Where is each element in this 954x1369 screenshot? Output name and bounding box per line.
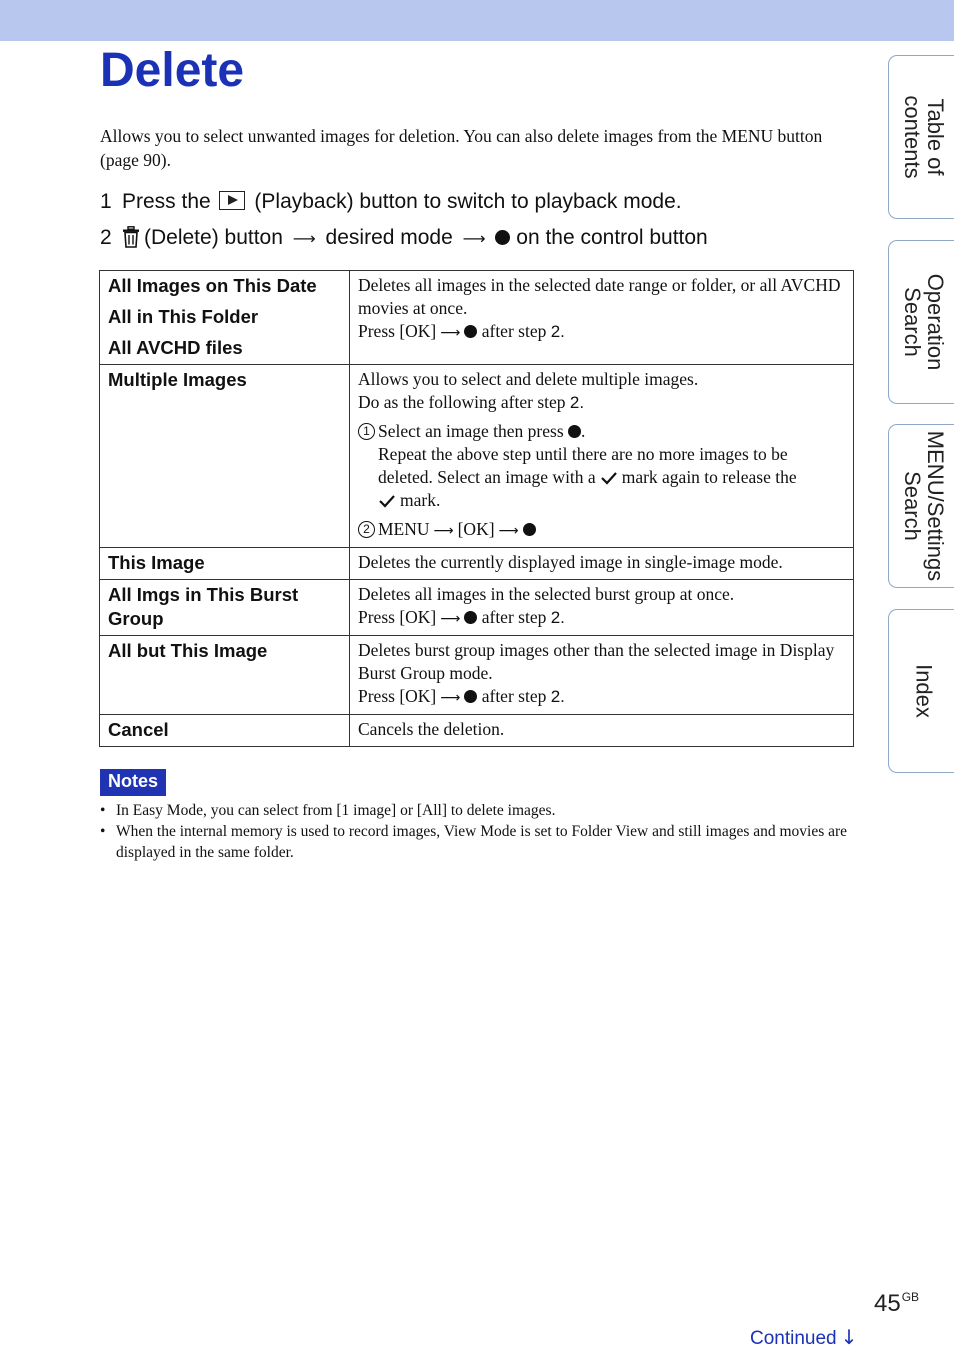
step-2-part1: (Delete) button	[144, 226, 283, 249]
tab-label: MENU/Settings Search	[899, 430, 948, 582]
step-1	[100, 188, 682, 216]
tab-label: Operation Search	[899, 273, 948, 371]
playback-icon	[219, 191, 245, 210]
table-row	[100, 271, 854, 365]
step-2-part2: desired mode	[325, 226, 453, 249]
mode-name: This Image	[108, 552, 205, 573]
description-text: Deletes all images in the selected date range or folder, or all AVCHD movies at once.	[358, 275, 841, 318]
tab-label: Table of contents	[899, 95, 948, 179]
note-item: • When the internal memory is used to record images, View Mode is set to Folder View and still images and movies are displayed in the same folder.	[100, 821, 860, 863]
step-1-pre: Press the	[122, 190, 211, 213]
press-instruction	[358, 320, 845, 345]
notes-list	[100, 800, 860, 863]
mode-cell	[100, 365, 350, 548]
substep-period: .	[581, 421, 586, 441]
step-reference: 2.	[550, 687, 565, 706]
note-item: • In Easy Mode, you can select from [1 image] or [All] to delete images.	[100, 800, 860, 821]
control-button-center-icon	[464, 325, 477, 338]
description-cell	[350, 636, 854, 715]
press-post: after step	[481, 607, 547, 627]
press-post: after step	[481, 686, 547, 706]
mode-name: Multiple Images	[108, 369, 247, 390]
step-reference: 2.	[569, 393, 585, 412]
substep-2	[358, 518, 845, 543]
substep-text: Repeat the above step until there are no more images to be deleted. Select an image with a	[378, 444, 788, 487]
tab-index[interactable]	[888, 609, 954, 773]
mode-name: All Imgs in This Burst Group	[108, 584, 299, 629]
description-cell	[350, 271, 854, 365]
press-instruction	[358, 685, 845, 710]
control-button-center-icon	[464, 611, 477, 624]
step-reference: 2.	[550, 608, 565, 627]
mode-name: All in This Folder	[108, 306, 259, 327]
delete-modes-table	[99, 270, 854, 747]
checkmark-icon	[378, 494, 396, 508]
arrow-right-icon: ⟶	[292, 229, 316, 248]
substep-text: MENU	[378, 519, 430, 539]
step-1-post: (Playback) button to switch to playback mode.	[254, 190, 682, 213]
step-number: 1	[100, 190, 112, 213]
control-button-center-icon	[568, 425, 581, 438]
tab-operation-search[interactable]	[888, 240, 954, 404]
step-reference: 2.	[550, 322, 565, 341]
tab-label: Index	[911, 664, 936, 718]
control-button-center-icon	[523, 523, 536, 536]
table-row	[100, 715, 854, 747]
arrow-down-icon: ↓	[840, 1325, 858, 1349]
control-button-center-icon	[495, 230, 510, 245]
substep-text: Select an image then press	[378, 421, 564, 441]
arrow-right-icon: ⟶	[440, 690, 461, 706]
press-post: after step	[481, 321, 547, 341]
description-text: Deletes burst group images other than the selected image in Display Burst Group mode.	[358, 640, 835, 683]
description-text: Allows you to select and delete multiple images.	[358, 369, 699, 389]
table-row	[100, 580, 854, 636]
mode-name: All Images on This Date	[108, 275, 317, 296]
description-text: Deletes all images in the selected burst group at once.	[358, 584, 735, 604]
step-2	[100, 224, 708, 253]
substep-1	[358, 420, 845, 512]
page-number: $45^{GB}$	[874, 1290, 920, 1317]
page-title: Delete	[100, 44, 245, 97]
table-row	[100, 636, 854, 715]
press-pre: Press [OK]	[358, 321, 437, 341]
arrow-right-icon: ⟶	[433, 523, 454, 539]
follow-text: Do as the following after step	[358, 392, 566, 412]
mode-cell	[100, 636, 350, 715]
mode-name: All but This Image	[108, 640, 268, 661]
mode-name: Cancel	[108, 719, 169, 740]
step-number: 2	[100, 226, 112, 249]
mode-cell	[100, 271, 350, 365]
substep-text: [OK]	[457, 519, 495, 539]
arrow-right-icon: ⟶	[498, 523, 519, 539]
description-cell	[350, 580, 854, 636]
description-text: Deletes the currently displayed image in single-image mode.	[358, 552, 783, 572]
table-row	[100, 365, 854, 548]
continued-label: Continued	[750, 1328, 837, 1349]
arrow-right-icon: ⟶	[440, 611, 461, 627]
description-text: Cancels the deletion.	[358, 719, 505, 739]
mode-cell	[100, 548, 350, 580]
description-cell	[350, 548, 854, 580]
notes-label: Notes	[100, 769, 166, 796]
mode-cell	[100, 580, 350, 636]
substep-number: 2	[358, 521, 375, 538]
description-cell	[350, 715, 854, 747]
arrow-right-icon: ⟶	[440, 325, 461, 341]
arrow-right-icon: ⟶	[462, 229, 486, 248]
tab-menu-settings-search[interactable]	[888, 424, 954, 588]
checkmark-icon	[600, 471, 618, 485]
substep-body	[378, 518, 536, 543]
table-row	[100, 548, 854, 580]
description-text	[358, 391, 845, 414]
intro-text: Allows you to select unwanted images for deletion. You can also delete images from the MENU button (page 90).	[100, 126, 823, 170]
press-instruction	[358, 606, 845, 631]
substep-text: mark again to release the	[621, 467, 797, 487]
control-button-center-icon	[464, 690, 477, 703]
trash-icon	[122, 226, 140, 248]
substep-text: mark.	[400, 490, 441, 510]
description-cell	[350, 365, 854, 548]
continued-link[interactable]	[750, 1325, 857, 1350]
tab-table-of-contents[interactable]	[888, 55, 954, 219]
step-2-part3: on the control button	[516, 226, 708, 249]
press-pre: Press [OK]	[358, 686, 437, 706]
mode-name: All AVCHD files	[108, 337, 243, 358]
mode-cell	[100, 715, 350, 747]
header-band	[0, 0, 954, 41]
substep-number: 1	[358, 423, 375, 440]
press-pre: Press [OK]	[358, 607, 437, 627]
substep-body	[378, 420, 845, 512]
